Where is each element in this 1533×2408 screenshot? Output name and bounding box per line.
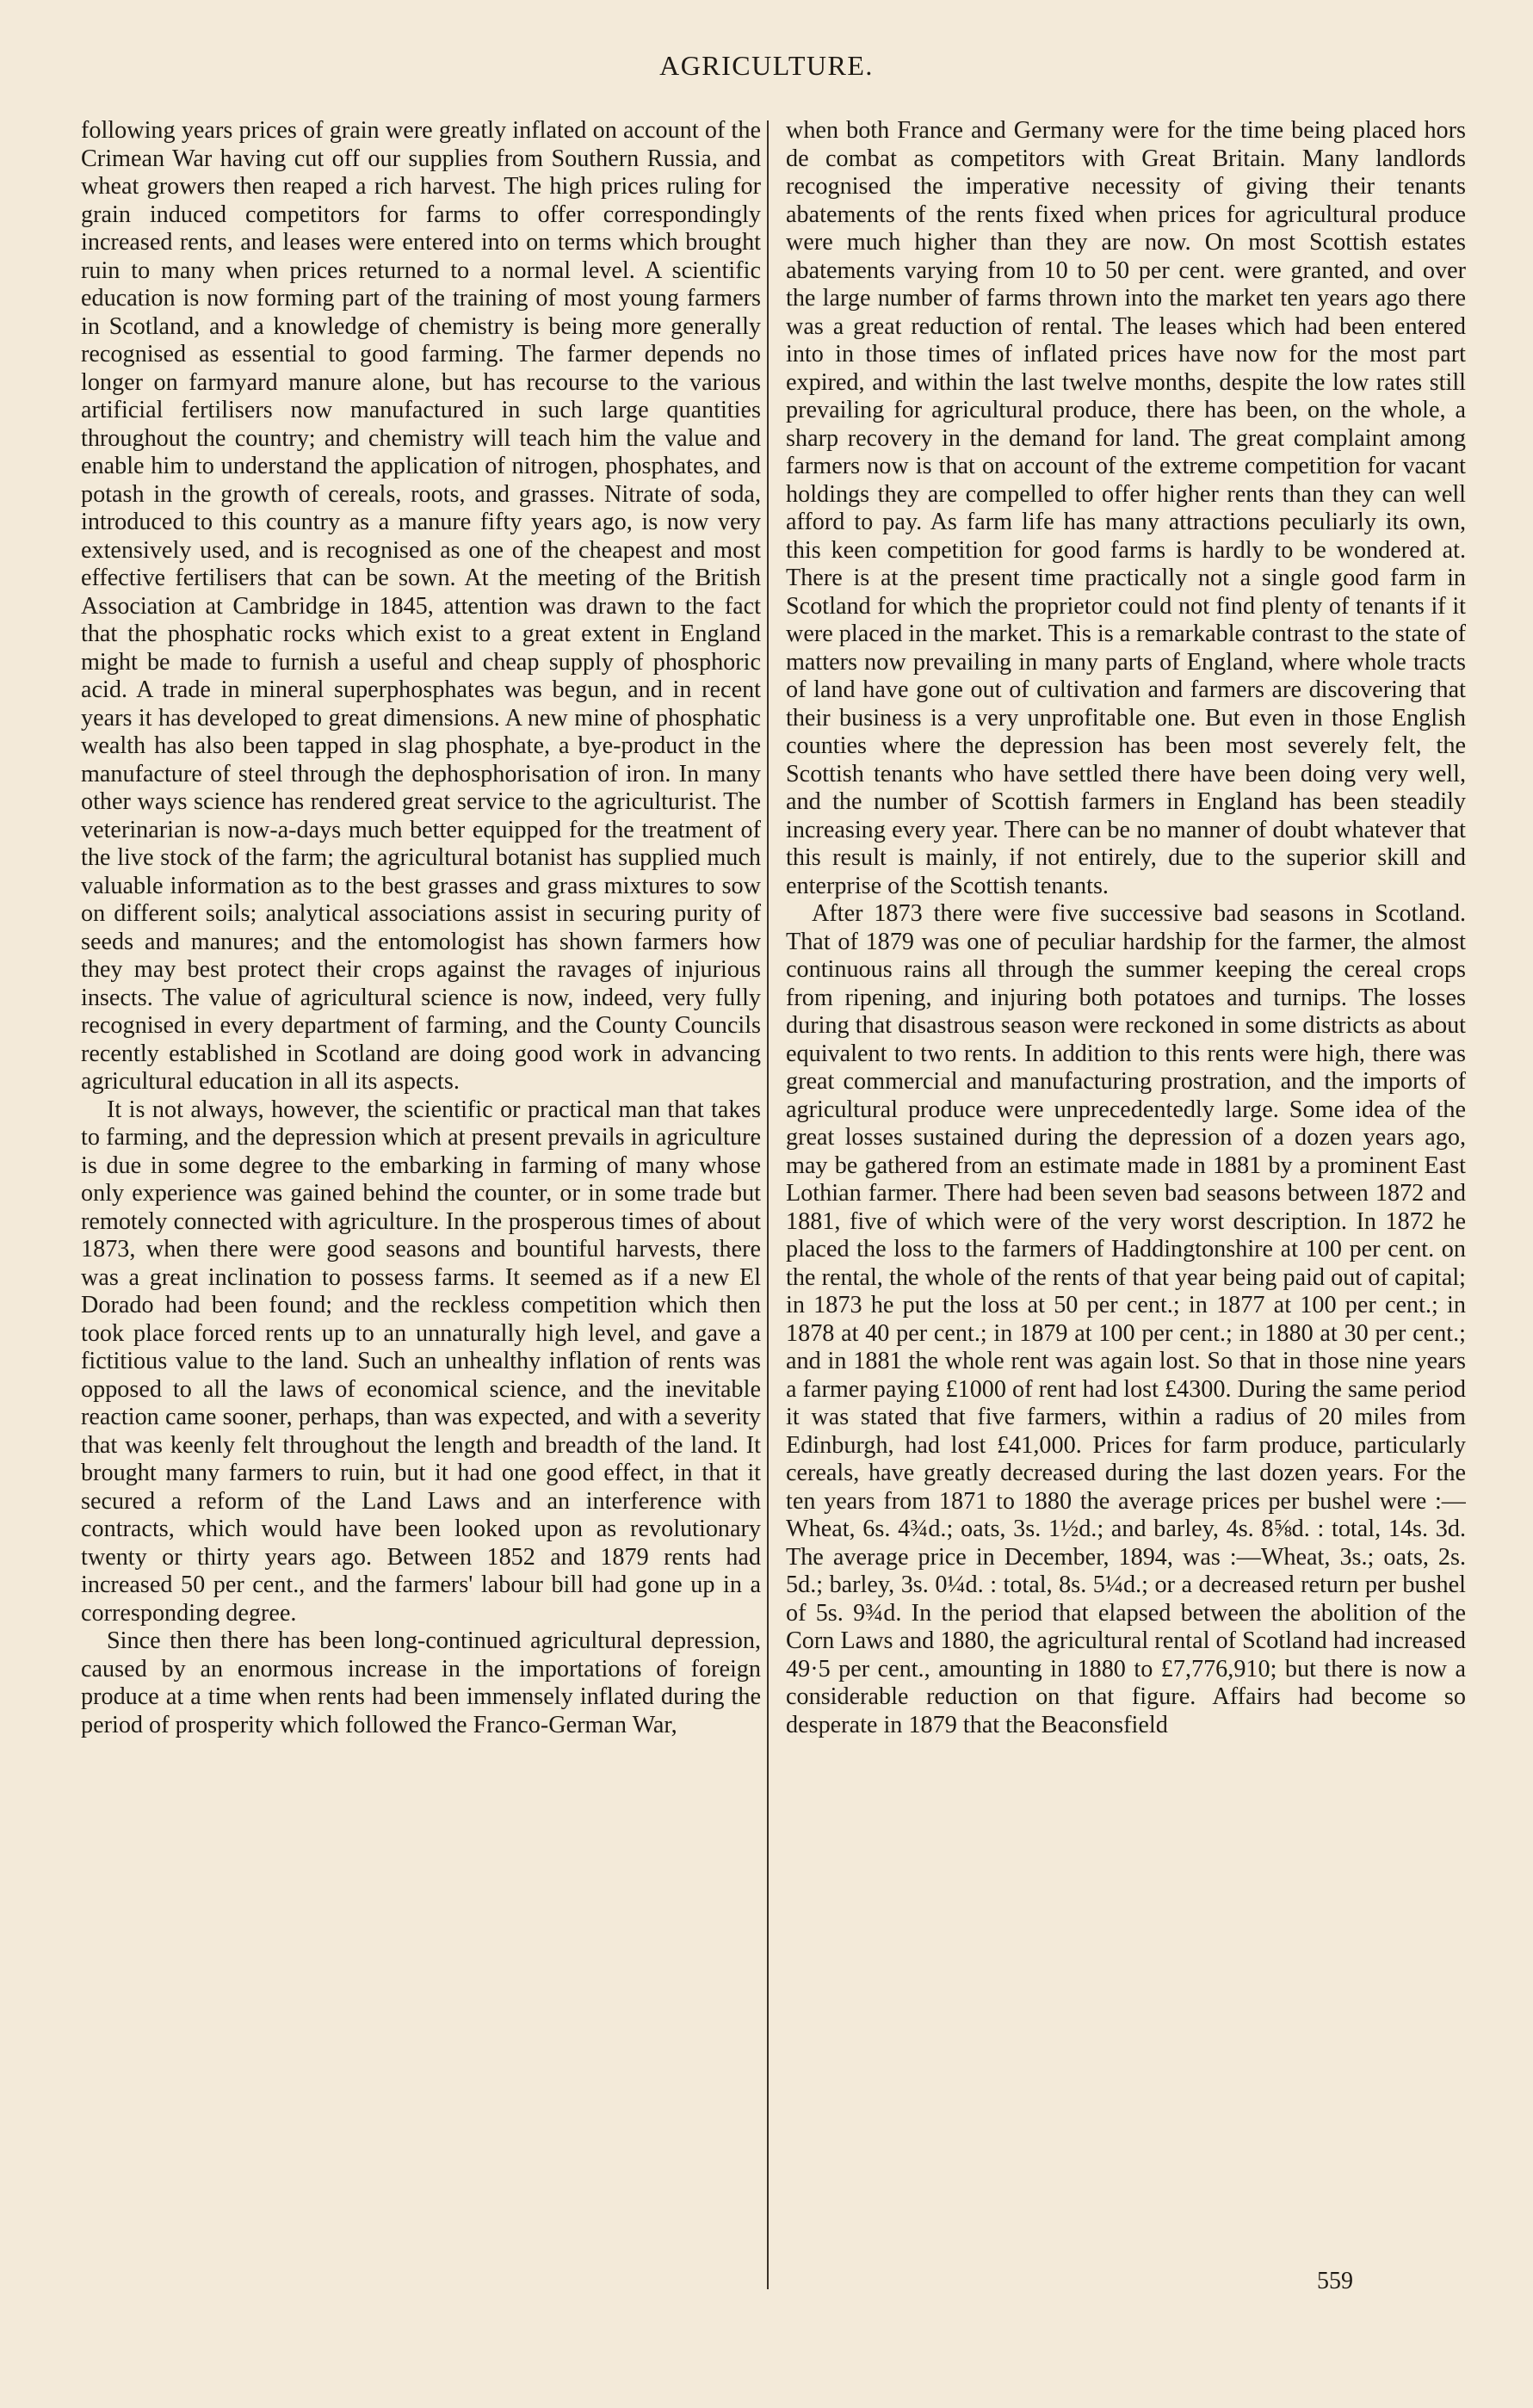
right-column: [786, 117, 1466, 2346]
paragraph: Since then there has been long-continued agricultural depression, caused by an enormous increase in the importations of foreign produce at a time when rents had been immensely inflated during the period of prosperity which followed the Franco-German War,: [81, 1627, 761, 1738]
paragraph: It is not always, however, the scientific or practical man that takes to farming, and the depression which at present prevails in agriculture is due in some degree to the embarking in farming of many whose only experience was gained behind the counter, or in some trade but remotely connected with agriculture. In the prosperous times of about 1873, when there were good seasons and bountiful harvests, there was a great inclination to possess farms. It seemed as if a new El Dorado had been found; and the reckless competition which then took place forced rents up to an unnaturally high level, and gave a fictitious value to the land. Such an unhealthy inflation of rents was opposed to all the laws of economical science, and the inevitable reaction came sooner, perhaps, than was expected, and with a severity that was keenly felt throughout the length and breadth of the land. It brought many farmers to ruin, but it had one good effect, in that it secured a reform of the Land Laws and an interference with contracts, which would have been looked upon as revolutionary twenty or thirty years ago. Between 1852 and 1879 rents had increased 50 per cent., and the farmers' labour bill had gone up in a corresponding degree.: [81, 1096, 761, 1627]
paragraph: After 1873 there were five successive bad seasons in Scotland. That of 1879 was one of peculiar hardship for the farmer, the almost continuous rains all through the summer keeping the cereal crops from ripening, and injuring both potatoes and turnips. The losses during that disastrous season were reckoned in some districts as about equivalent to two rents. In addition to this rents were high, there was great commercial and manufacturing prostration, and the imports of agricultural produce were unprecedentedly large. Some idea of the great losses sustained during the depression of a dozen years ago, may be gathered from an estimate made in 1881 by a prominent East Lothian farmer. There had been seven bad seasons between 1872 and 1881, five of which were of the very worst description. In 1872 he placed the loss to the farmers of Haddingtonshire at 100 per cent. on the rental, the whole of the rents of that year being paid out of capital; in 1873 he put the loss at 50 per cent.; in 1877 at 100 per cent.; in 1878 at 40 per cent.; in 1879 at 100 per cent.; in 1880 at 30 per cent.; and in 1881 the whole rent was again lost. So that in those nine years a farmer paying £1000 of rent had lost £4300. During the same period it was stated that five farmers, within a radius of 20 miles from Edinburgh, had lost £41,000. Prices for farm produce, particularly cereals, have greatly decreased during the last dozen years. For the ten years from 1871 to 1880 the average prices per bushel were :—Wheat, 6s. 4¾d.; oats, 3s. 1½d.; and barley, 4s. 8⅝d. : total, 14s. 3d. The average price in December, 1894, was :—Wheat, 3s.; oats, 2s. 5d.; barley, 3s. 0¼d. : total, 8s. 5¼d.; or a decreased return per bushel of 5s. 9¾d. In the period that elapsed between the abolition of the Corn Laws and 1880, the agricultural rental of Scotland had increased 49·5 per cent., amounting in 1880 to £7,776,910; but there is now a considerable reduction on that figure. Affairs had become so desperate in 1879 that the Beaconsfield: [786, 900, 1466, 1738]
page-header-title: AGRICULTURE.: [659, 50, 874, 81]
left-column: [81, 117, 761, 2346]
paragraph: following years prices of grain were greatly inflated on account of the Crimean War having cut off our supplies from Southern Russia, and wheat growers then reaped a rich harvest. The high prices ruling for grain induced competitors for farms to offer correspondingly increased rents, and leases were entered into on terms which brought ruin to many when prices returned to a normal level. A scientific education is now forming part of the training of most young farmers in Scotland, and a knowledge of chemistry is being more generally recognised as essential to good farming. The farmer depends no longer on farmyard manure alone, but has recourse to the various artificial fertilisers now manufactured in such large quantities throughout the country; and chemistry will teach him the value and enable him to understand the application of nitrogen, phosphates, and potash in the growth of cereals, roots, and grasses. Nitrate of soda, introduced to this country as a manure fifty years ago, is now very extensively used, and is recognised as one of the cheapest and most effective fertilisers that can be sown. At the meeting of the British Association at Cambridge in 1845, attention was drawn to the fact that the phosphatic rocks which exist to a great extent in England might be made to furnish a useful and cheap supply of phosphoric acid. A trade in mineral superphosphates was begun, and in recent years it has developed to great dimensions. A new mine of phosphatic wealth has also been tapped in slag phosphate, a bye-product in the manufacture of steel through the dephosphorisation of iron. In many other ways science has rendered great service to the agriculturist. The veterinarian is now-a-days much better equipped for the treatment of the live stock of the farm; the agricultural botanist has supplied much valuable information as to the best grasses and grass mixtures to sow on different soils; analytical associations assist in securing purity of seeds and manures; and the entomologist has shown farmers how they may best protect their crops against the ravages of injurious insects. The value of agricultural science is now, indeed, very fully recognised in every department of farming, and the County Councils recently established in Scotland are doing good work in advancing agricultural education in all its aspects.: [81, 117, 761, 1095]
column-divider: [767, 120, 769, 2289]
page-number: 559: [1317, 2268, 1353, 2294]
paragraph: when both France and Germany were for the time being placed hors de combat as competitors with Great Britain. Many landlords recognised the imperative necessity of giving their tenants abatements of the rents fixed when prices for agricultural produce were much higher than they are now. On most Scottish estates abatements varying from 10 to 50 per cent. were granted, and over the large number of farms thrown into the market ten years ago there was a great reduction of rental. The leases which had been entered into in those times of inflated prices have now for the most part expired, and within the last twelve months, despite the low rates still prevailing for agricultural produce, there has been, on the whole, a sharp recovery in the demand for land. The great complaint among farmers now is that on account of the extreme competition for vacant holdings they are compelled to offer higher rents than they can well afford to pay. As farm life has many attractions peculiarly its own, this keen competition for good farms is hardly to be wondered at. There is at the present time practically not a single good farm in Scotland for which the proprietor could not find plenty of tenants if it were placed in the market. This is a remarkable contrast to the state of matters now prevailing in many parts of England, where whole tracts of land have gone out of cultivation and farmers are discovering that their business is a very unprofitable one. But even in those English counties where the depression has been most severely felt, the Scottish tenants who have settled there have been doing very well, and the number of Scottish farmers in England has been steadily increasing every year. There can be no manner of doubt whatever that this result is mainly, if not entirely, due to the superior skill and enterprise of the Scottish tenants.: [786, 117, 1466, 899]
